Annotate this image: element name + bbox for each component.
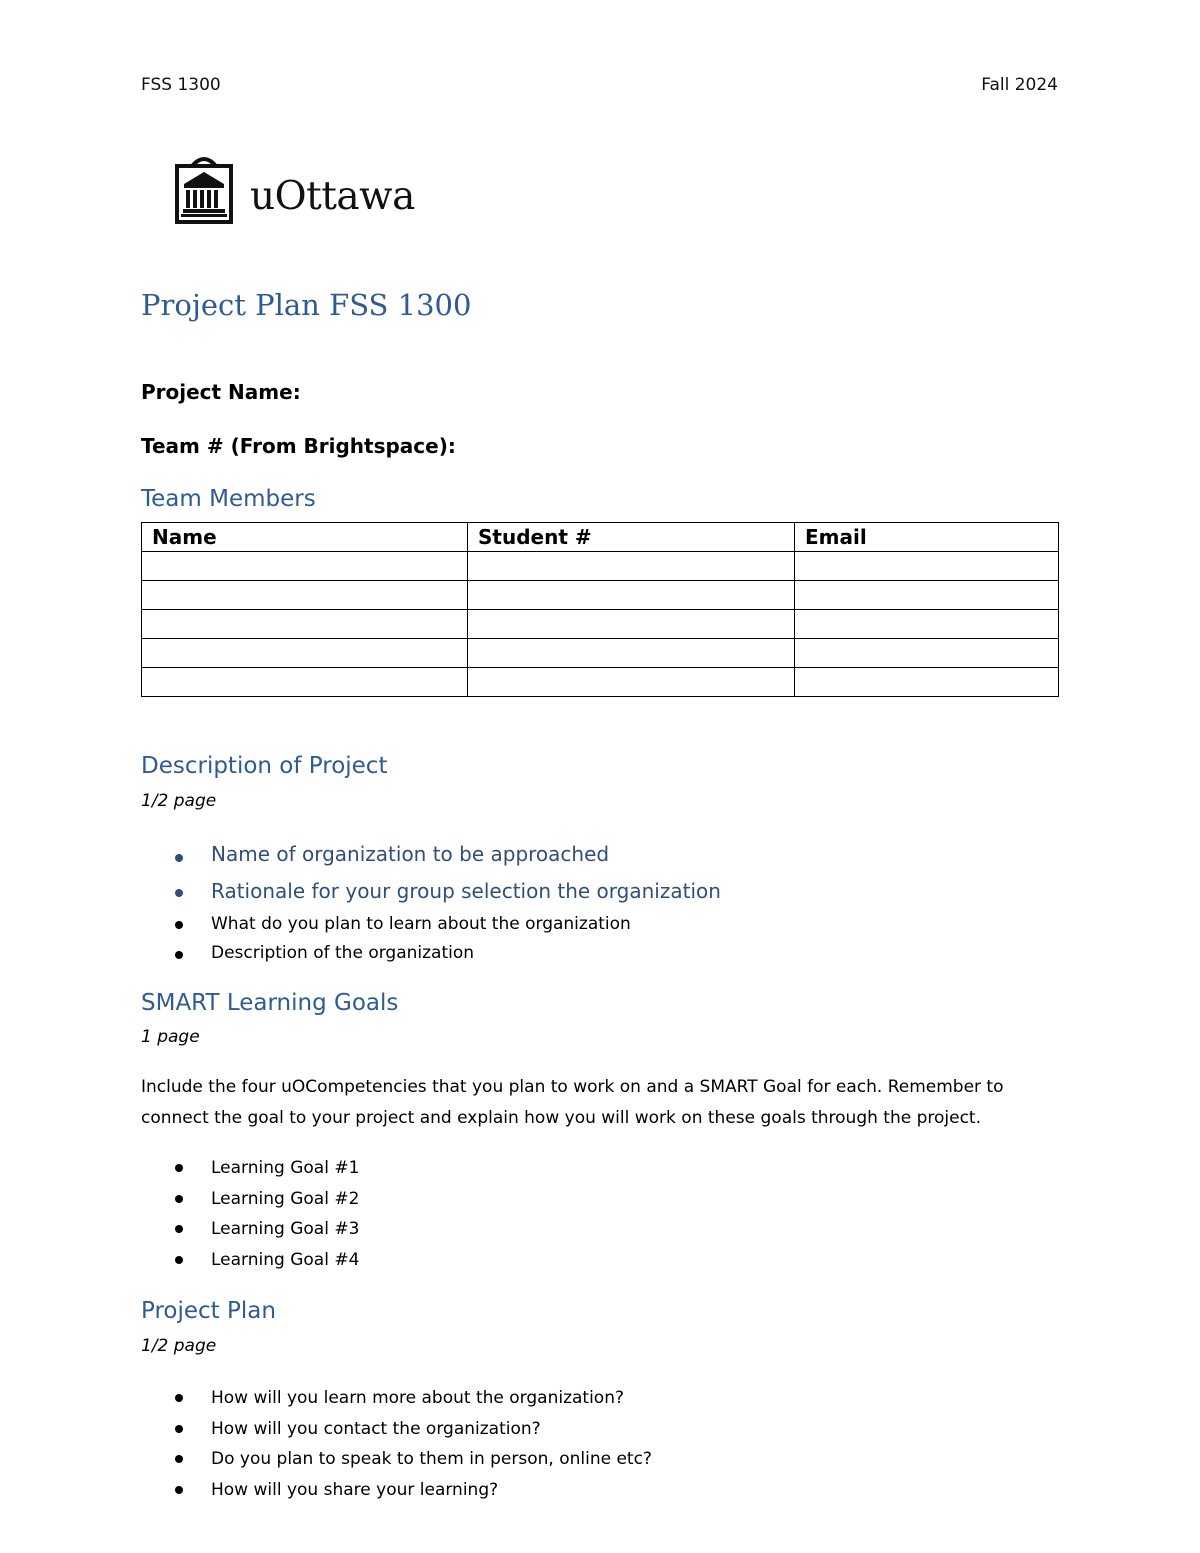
uottawa-logo xyxy=(172,154,432,226)
table-row xyxy=(142,668,1059,697)
list-item: Do you plan to speak to them in person, online etc? xyxy=(172,1444,652,1475)
table-cell[interactable] xyxy=(795,610,1059,639)
list-item: Name of organization to be approached xyxy=(172,840,721,876)
column-header-student-number: Student # xyxy=(468,523,795,552)
logo-wordmark: uOttawa xyxy=(250,174,415,219)
column-header-email: Email xyxy=(795,523,1059,552)
project-name-label: Project Name: xyxy=(141,380,301,404)
team-members-heading: Team Members xyxy=(141,486,316,512)
list-item: Description of the organization xyxy=(172,940,721,970)
description-heading: Description of Project xyxy=(141,753,388,779)
table-row xyxy=(142,610,1059,639)
table-cell[interactable] xyxy=(142,552,468,581)
document-title: Project Plan FSS 1300 xyxy=(141,288,472,322)
smart-goals-paragraph: Include the four uOCompetencies that you plan to work on and a SMART Goal for each. Remember to connect the goal to your project and explain how you will work on these goals through the project. xyxy=(141,1077,1004,1128)
list-item: What do you plan to learn about the organization xyxy=(172,910,721,940)
table-cell[interactable] xyxy=(468,668,795,697)
project-plan-heading: Project Plan xyxy=(141,1298,276,1324)
description-length-note: 1/2 page xyxy=(141,791,217,811)
table-cell[interactable] xyxy=(142,610,468,639)
list-item: Rationale for your group selection the organization xyxy=(172,876,721,910)
table-row xyxy=(142,552,1059,581)
project-plan-list xyxy=(172,1383,652,1505)
column-header-name: Name xyxy=(142,523,468,552)
table-row xyxy=(142,639,1059,668)
team-members-table xyxy=(141,522,1059,697)
smart-goals-length-note: 1 page xyxy=(141,1027,200,1047)
project-plan-length-note: 1/2 page xyxy=(141,1336,217,1356)
university-building-icon xyxy=(172,154,236,226)
table-cell[interactable] xyxy=(795,552,1059,581)
header-term: Fall 2024 xyxy=(981,75,1058,95)
table-cell[interactable] xyxy=(468,581,795,610)
table-cell[interactable] xyxy=(142,581,468,610)
list-item: How will you share your learning? xyxy=(172,1475,652,1506)
team-number-label: Team # (From Brightspace): xyxy=(141,434,456,458)
table-cell[interactable] xyxy=(795,581,1059,610)
description-list xyxy=(172,840,721,970)
header-course-code: FSS 1300 xyxy=(141,75,221,95)
table-cell[interactable] xyxy=(795,668,1059,697)
table-cell[interactable] xyxy=(468,639,795,668)
list-item: Learning Goal #1 xyxy=(172,1153,359,1184)
table-cell[interactable] xyxy=(468,610,795,639)
smart-goals-list xyxy=(172,1153,359,1275)
table-header-row xyxy=(142,523,1059,552)
list-item: How will you contact the organization? xyxy=(172,1414,652,1445)
table-row xyxy=(142,581,1059,610)
table-cell[interactable] xyxy=(142,668,468,697)
list-item: Learning Goal #2 xyxy=(172,1184,359,1215)
list-item: Learning Goal #3 xyxy=(172,1214,359,1245)
smart-goals-heading: SMART Learning Goals xyxy=(141,990,399,1016)
list-item: Learning Goal #4 xyxy=(172,1245,359,1276)
list-item: How will you learn more about the organization? xyxy=(172,1383,652,1414)
table-cell[interactable] xyxy=(468,552,795,581)
table-cell[interactable] xyxy=(142,639,468,668)
table-cell[interactable] xyxy=(795,639,1059,668)
